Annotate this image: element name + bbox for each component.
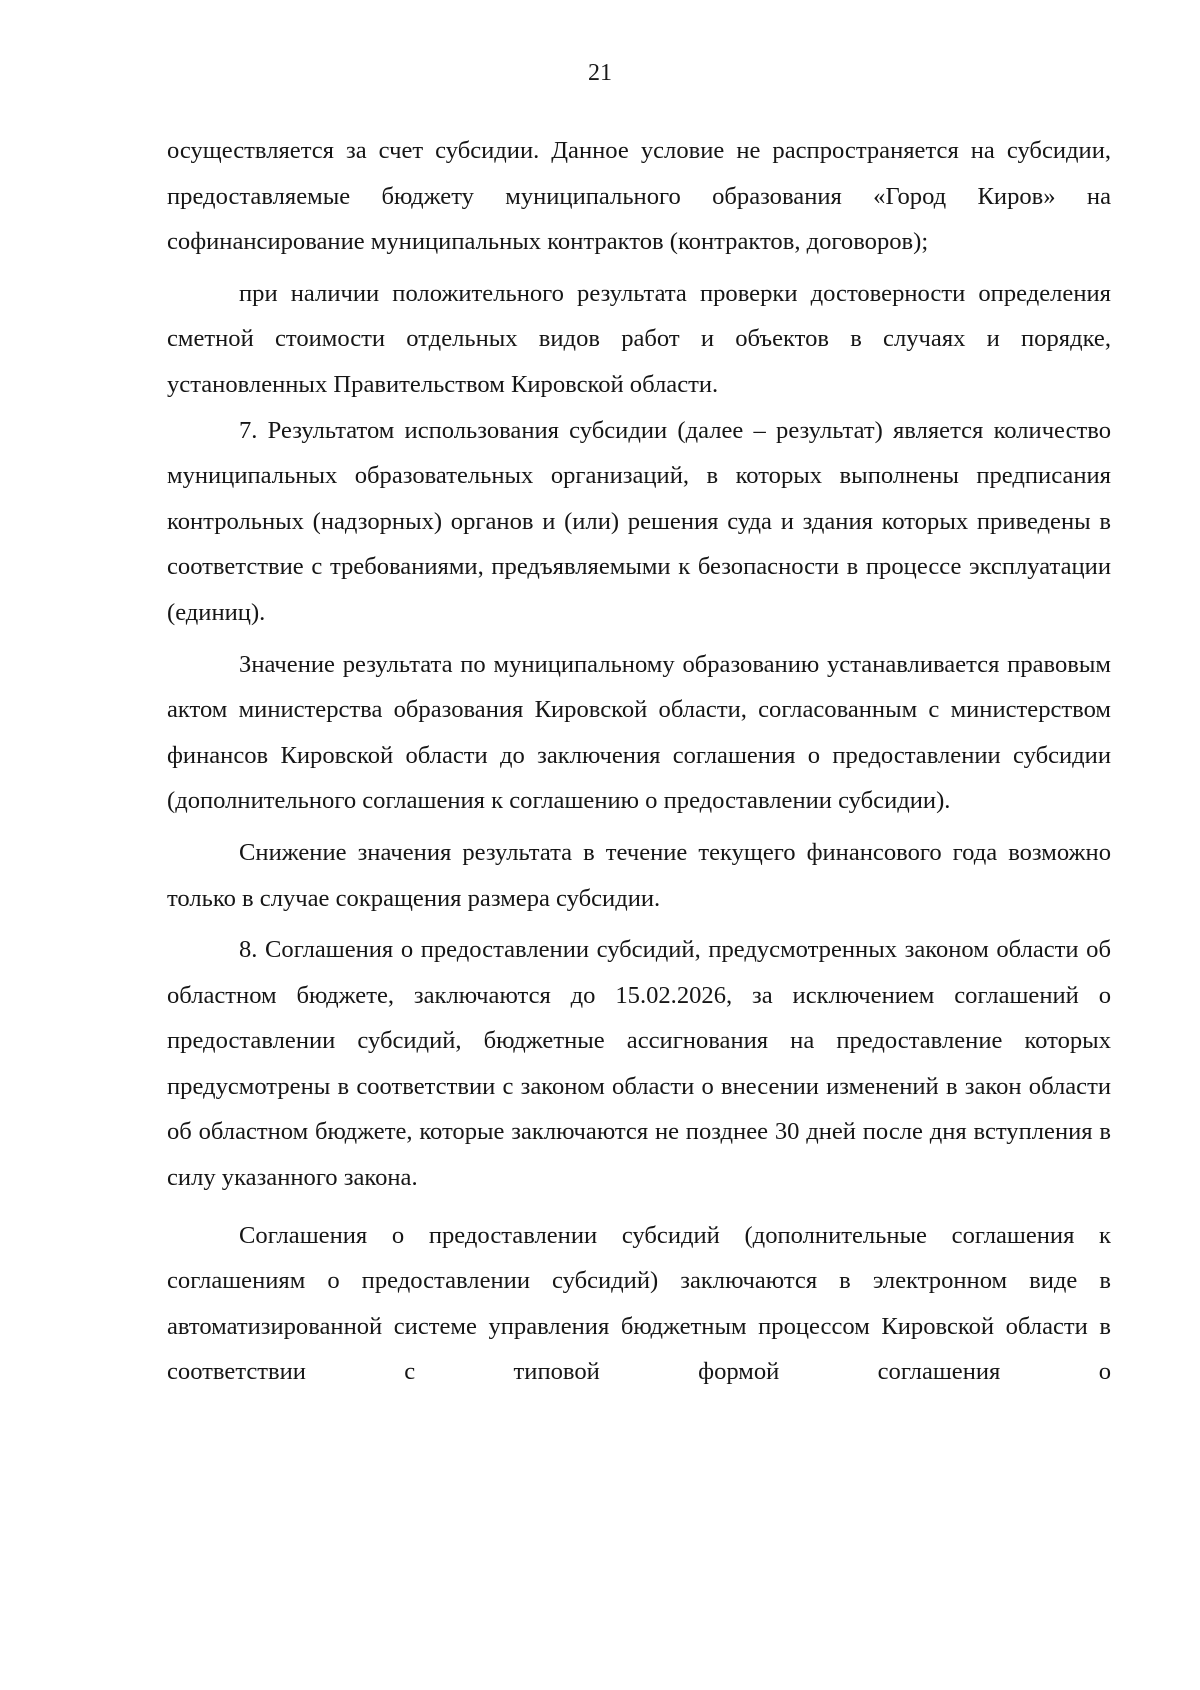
paragraph-clause-7-result: 7. Результатом использования субсидии (далее – результат) является количество муниципальных образовательных организаций, в которых выполнены предписания контрольных (надзорных) органов и (или) решения суда и здания которых приведены в соответствие с требованиями, предъявляемыми к безопасности в процессе эксплуатации (единиц).	[167, 416, 1111, 626]
paragraph-clause-8-agreements: 8. Соглашения о предоставлении субсидий, предусмотренных законом области об областном бюджете, заключаются до 15.02.2026, за исключением соглашений о предоставлении субсидий, бюджетные ассигнования на предоставление которых предусмотрены в соответствии с законом области о внесении изменений в закон области об областном бюджете, которые заключаются не позднее 30 дней после дня вступления в силу указанного закона.	[167, 936, 1111, 1192]
paragraph-subsidy-condition: осуществляется за счет субсидии. Данное условие не распространяется на субсидии, предоставляемые бюджету муниципального образования «Город Киров» на софинансирование муниципальных контрактов (контрактов, договоров);	[167, 137, 1111, 256]
document-body	[167, 128, 1111, 1395]
page-number: 21	[588, 60, 612, 86]
paragraph-electronic-agreements: Соглашения о предоставлении субсидий (дополнительные соглашения к соглашениям о предоставлении субсидий) заключаются в электронном виде в автоматизированной системе управления бюджетным процессом Кировской области в соответствии с типовой формой соглашения о	[167, 1221, 1111, 1386]
paragraph-result-reduction: Снижение значения результата в течение текущего финансового года возможно только в случае сокращения размера субсидии.	[167, 838, 1111, 912]
paragraph-estimate-verification: при наличии положительного результата проверки достоверности определения сметной стоимости отдельных видов работ и объектов в случаях и порядке, установленных Правительством Кировской области.	[167, 279, 1111, 398]
paragraph-result-value: Значение результата по муниципальному образованию устанавливается правовым актом министерства образования Кировской области, согласованным с министерством финансов Кировской области до заключения соглашения о предоставлении субсидии (дополнительного соглашения к соглашению о предоставлении субсидии).	[167, 650, 1111, 815]
